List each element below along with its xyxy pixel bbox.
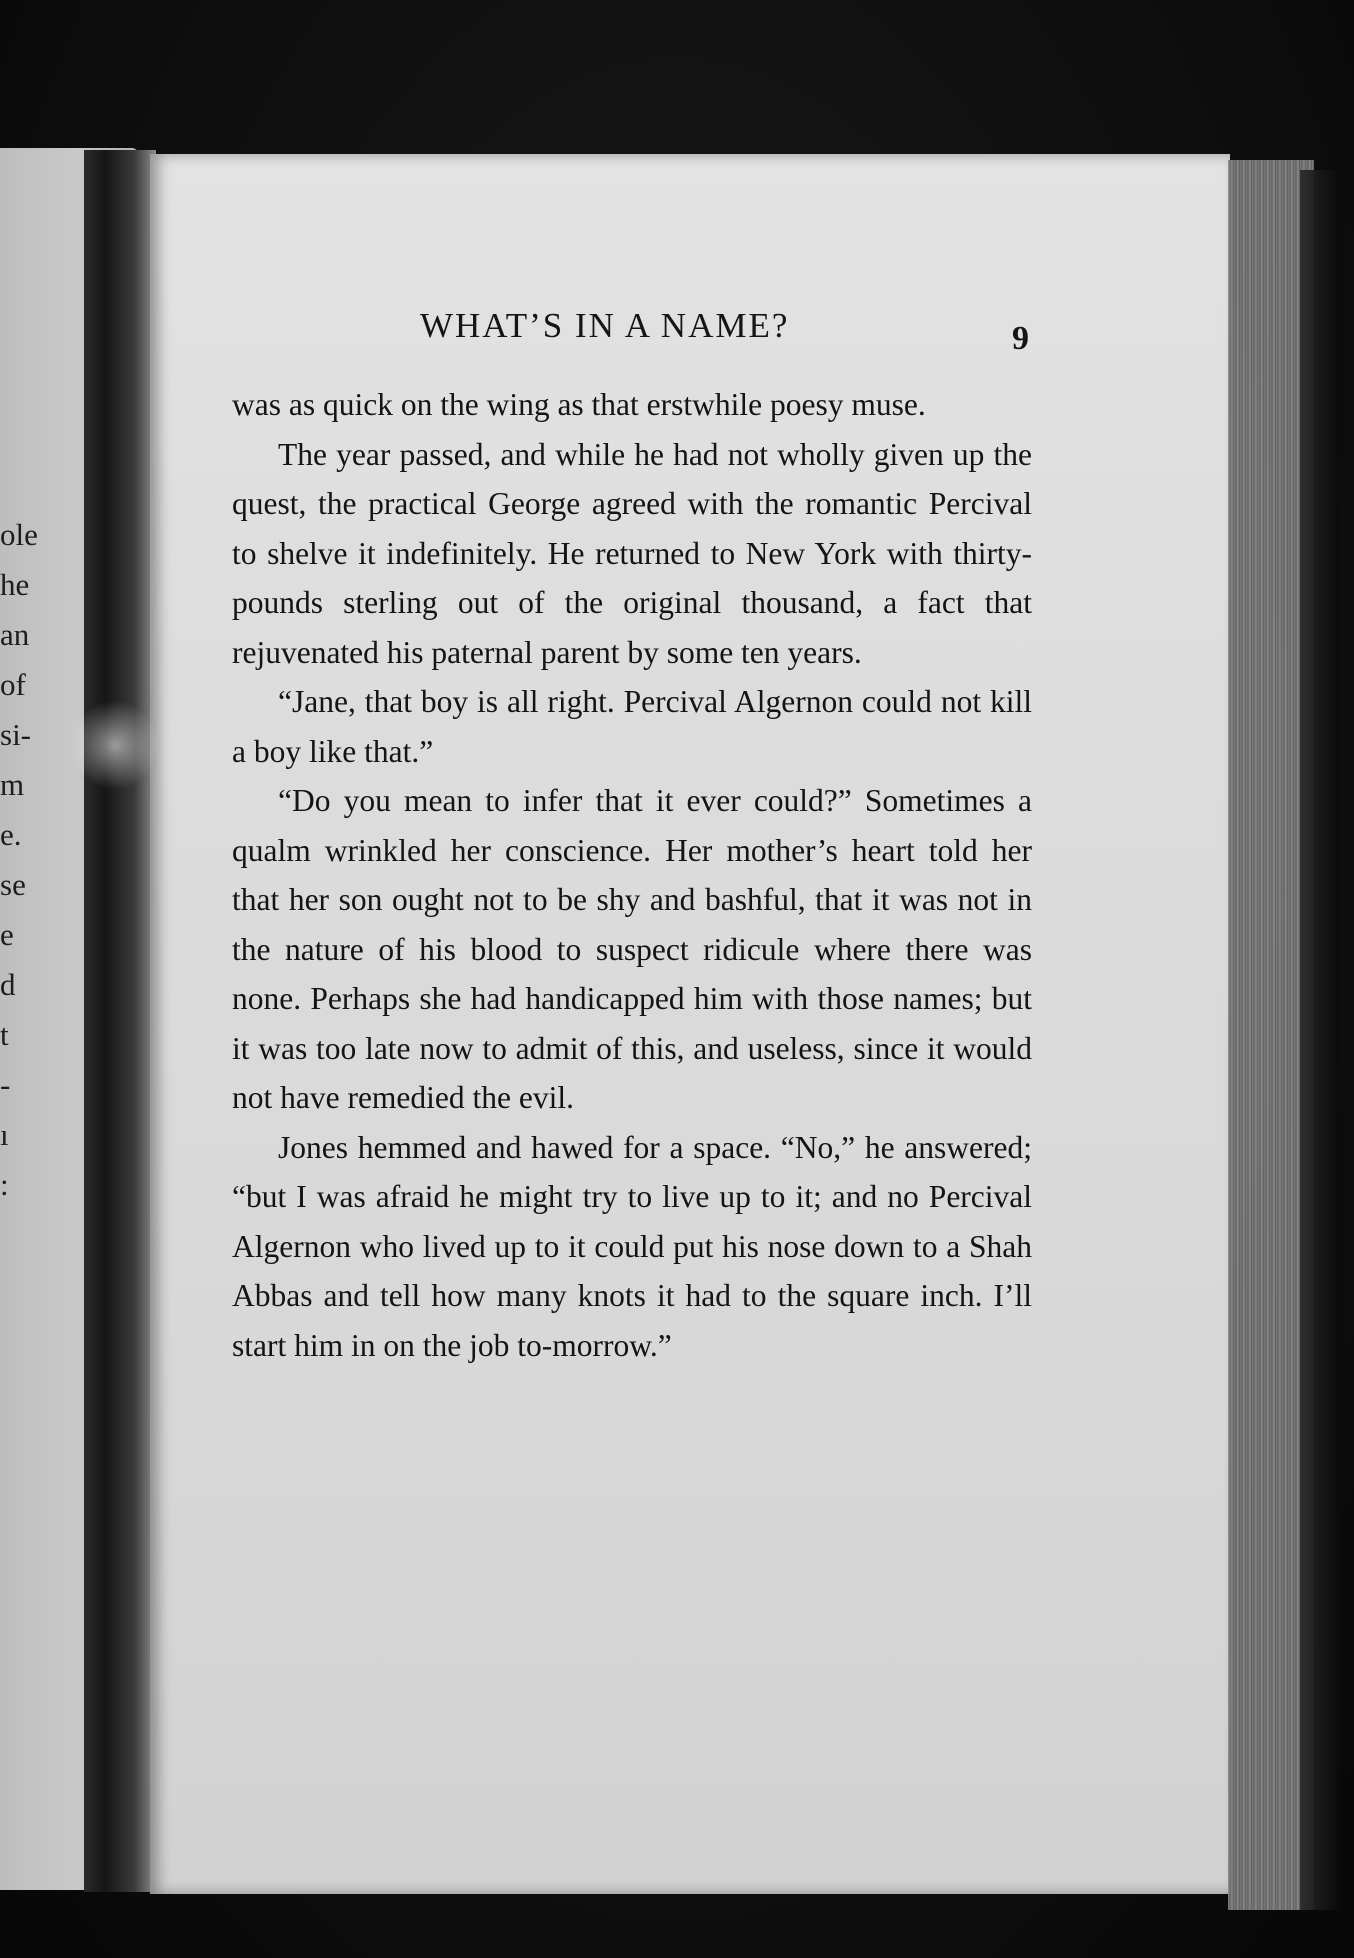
fore-edge-shadow: [1300, 170, 1340, 1910]
paragraph: was as quick on the wing as that erstwhile poesy muse.: [232, 387, 926, 422]
body-text: [232, 380, 1032, 1370]
book-gutter: [84, 150, 156, 1892]
left-fragment-line: e: [0, 917, 14, 952]
left-fragment-line: of: [0, 667, 26, 702]
page-number: 9: [1012, 320, 1029, 357]
left-fragment-line: si-: [0, 717, 31, 752]
paragraph: The year passed, and while he had not wholly given up the quest, the practical George agreed with the romantic Percival to shelve it indefinitely. He returned to New York with thirty-pounds sterling out of the original thousand, a fact that rejuvenated his paternal parent by some ten years.: [232, 436, 1032, 670]
left-fragment-line: -: [0, 1067, 11, 1102]
left-fragment-line: he: [0, 567, 30, 602]
paragraph: “Do you mean to infer that it ever could?” Sometimes a qualm wrinkled her conscience. Her mother’s heart told her that her son ought not to be shy and bashful, that it was not in the nature of his blood to suspect ridicule where there was none. Perhaps she had handicapped him with those names; but it was too late now to admit of this, and useless, since it would not have remedied the evil.: [232, 783, 1032, 1115]
left-fragment-line: :: [0, 1167, 9, 1202]
left-fragment-line: ı: [0, 1117, 9, 1152]
left-fragment-line: t: [0, 1017, 9, 1052]
left-fragment-line: d: [0, 967, 16, 1002]
left-fragment-line: se: [0, 867, 26, 902]
left-fragment-line: ole: [0, 517, 38, 552]
left-fragment-line: an: [0, 617, 30, 652]
left-page-text-fragments: [0, 510, 38, 1210]
running-head: WHAT’S IN A NAME?: [420, 306, 790, 345]
paragraph: Jones hemmed and hawed for a space. “No,” he answered; “but I was afraid he might try to live up to it; and no Percival Algernon who lived up to it could put his nose down to a Shah Abbas and tell how many knots it had to the square inch. I’ll start him in on the job to-morrow.”: [232, 1129, 1032, 1363]
paper-smudge: [70, 700, 160, 790]
paragraph: “Jane, that boy is all right. Percival Algernon could not kill a boy like that.”: [232, 684, 1032, 769]
left-fragment-line: e.: [0, 817, 22, 852]
left-fragment-line: m: [0, 767, 25, 802]
